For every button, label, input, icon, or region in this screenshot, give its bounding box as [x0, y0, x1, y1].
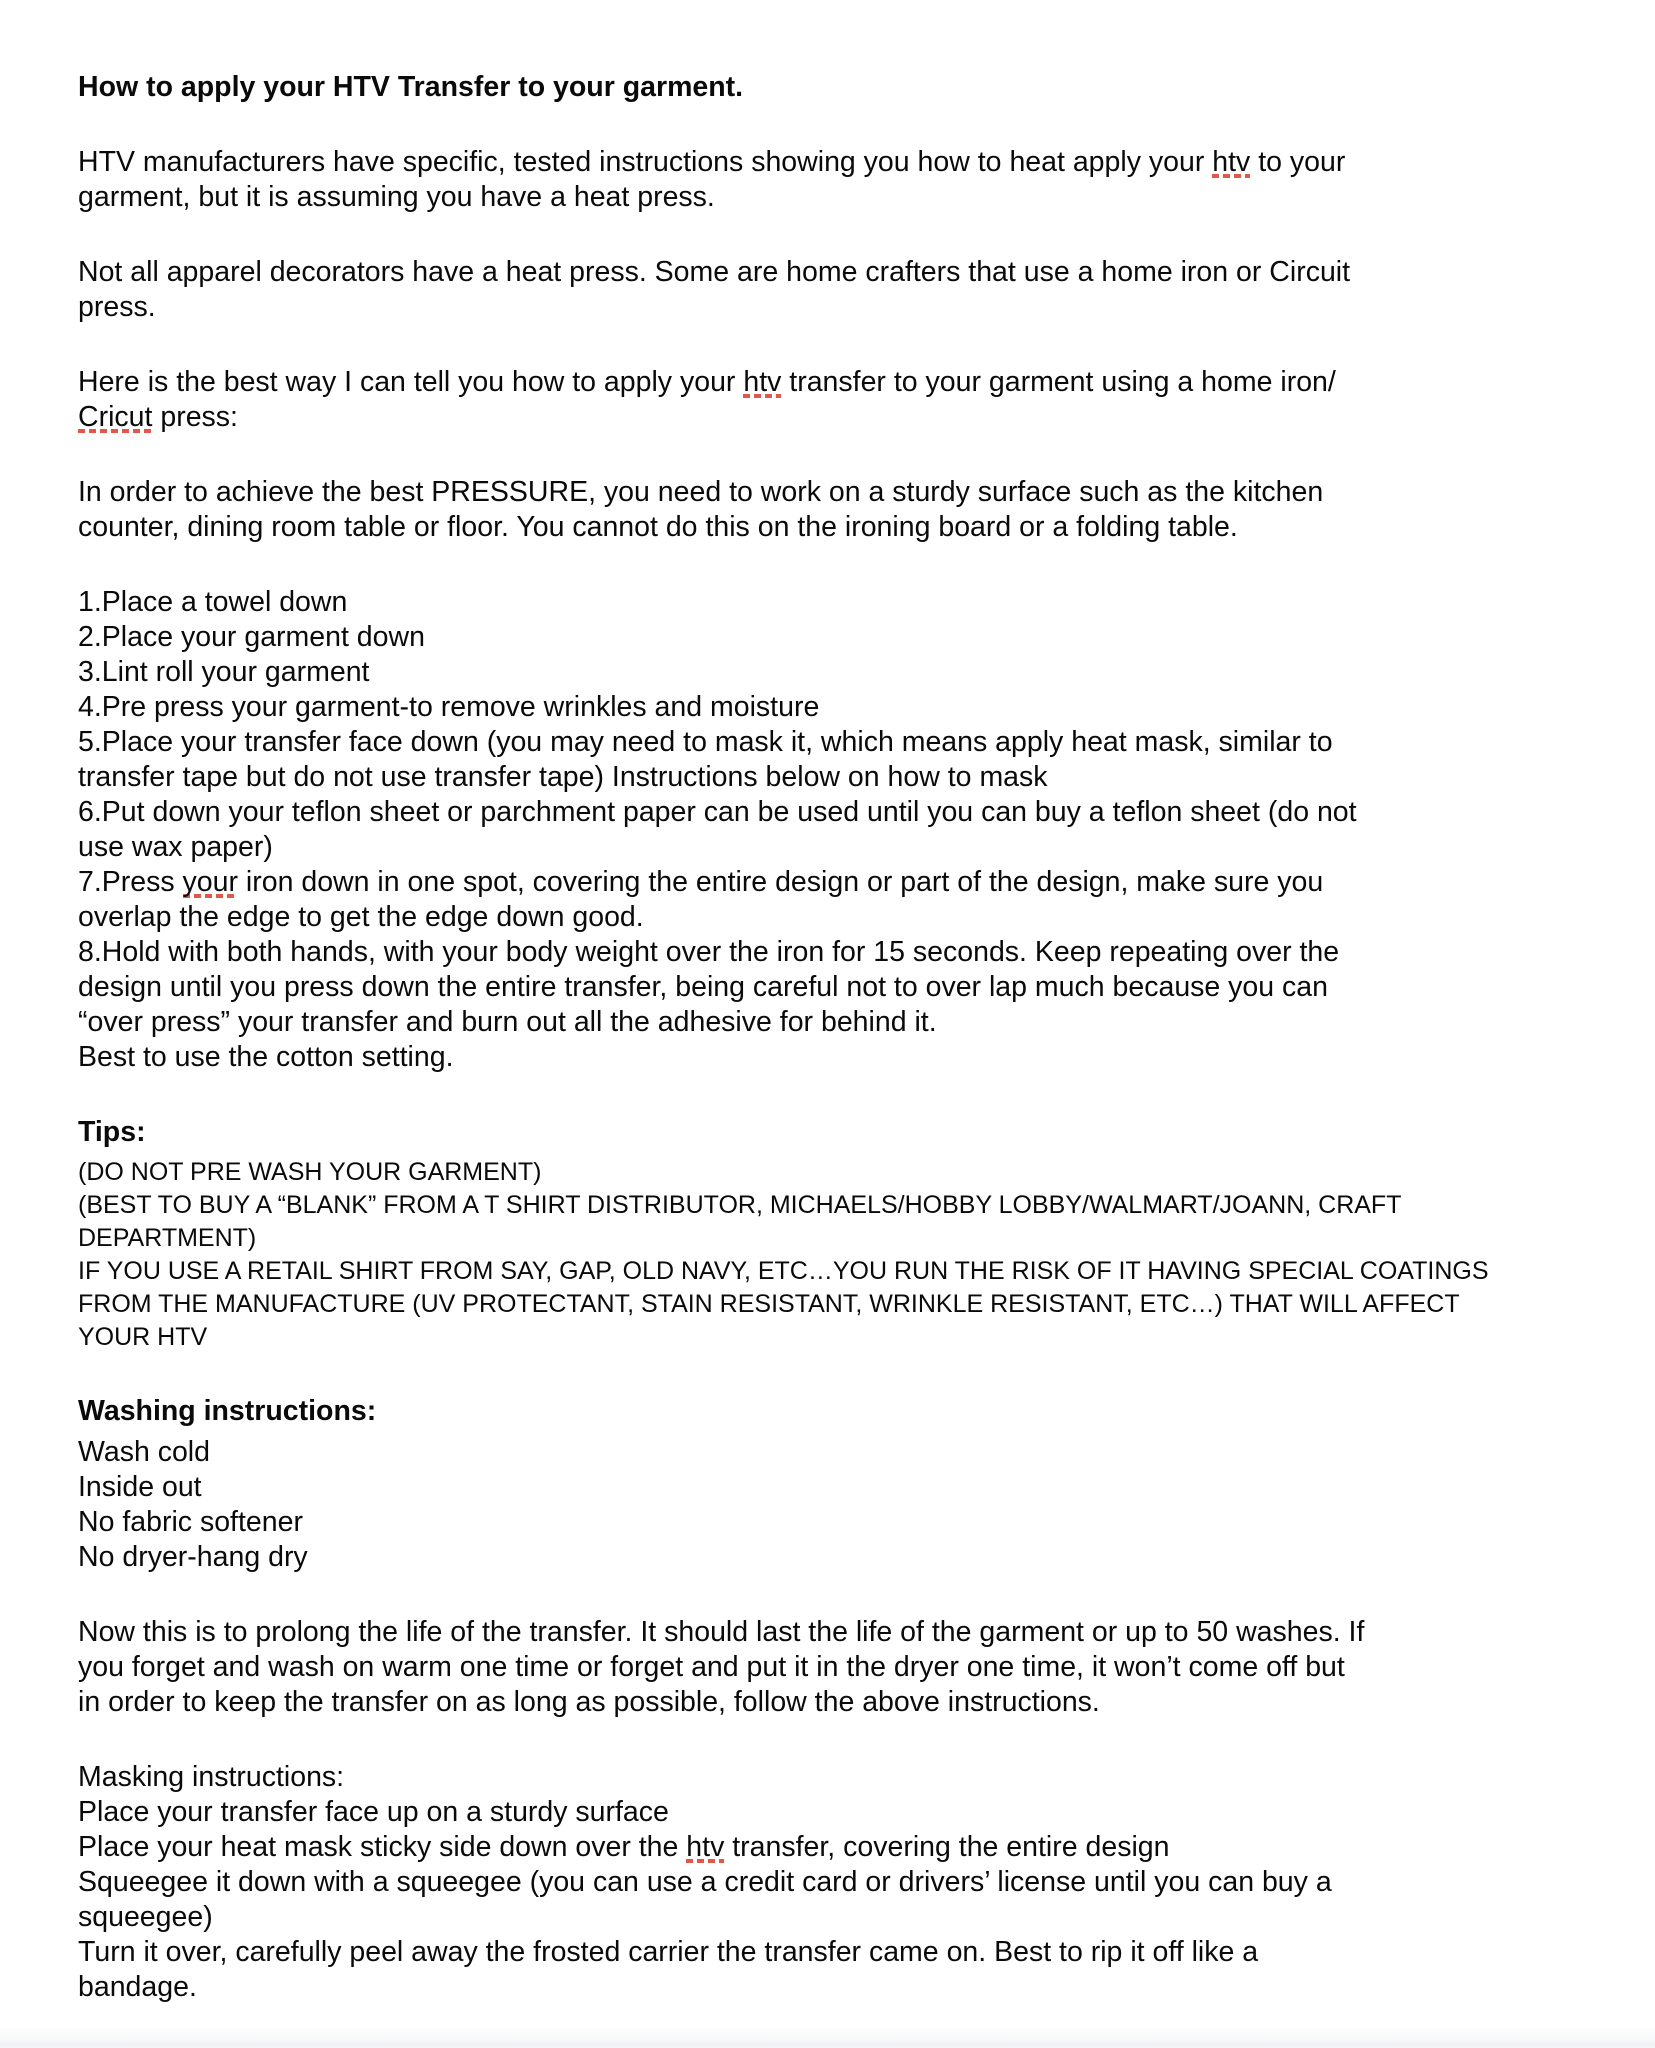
text-segment: DEPARTMENT)	[78, 1224, 257, 1252]
text-line	[78, 1115, 1625, 1150]
text-line	[78, 1865, 1625, 1900]
text-segment: to your	[1250, 146, 1346, 178]
home-iron-paragraph	[78, 365, 1625, 435]
text-segment: Turn it over, carefully peel away the frosted carrier the transfer came on. Best to rip it off like a	[78, 1936, 1259, 1968]
text-line	[78, 690, 1625, 725]
text-line	[78, 1830, 1625, 1865]
text-line	[78, 145, 1625, 180]
page-bottom-bar	[0, 2028, 1655, 2048]
text-line	[78, 1288, 1625, 1321]
text-line	[78, 1505, 1625, 1540]
text-line	[78, 510, 1625, 545]
text-line	[78, 585, 1625, 620]
text-line	[78, 1795, 1625, 1830]
misspelled-word: htv	[1212, 146, 1251, 178]
text-segment: in order to keep the transfer on as long as possible, follow the above instructions.	[78, 1686, 1100, 1718]
text-segment: Squeegee it down with a squeegee (you can use a credit card or drivers’ license until you can buy a	[78, 1866, 1332, 1898]
text-segment: Washing instructions:	[78, 1395, 377, 1427]
text-segment: Masking instructions:	[78, 1761, 345, 1793]
text-segment: “over press” your transfer and burn out all the adhesive for behind it.	[78, 1006, 937, 1038]
text-line	[78, 760, 1625, 795]
text-line	[78, 1040, 1625, 1075]
text-line	[78, 475, 1625, 510]
text-line	[78, 725, 1625, 760]
text-segment: 5.Place your transfer face down (you may need to mask it, which means apply heat mask, similar to	[78, 726, 1333, 758]
text-line	[78, 900, 1625, 935]
misspelled-word: Cricut	[78, 401, 153, 433]
text-segment: you forget and wash on warm one time or forget and put it in the dryer one time, it won’t come off but	[78, 1651, 1345, 1683]
text-segment: Now this is to prolong the life of the transfer. It should last the life of the garment or up to 50 washes. If	[78, 1616, 1365, 1648]
text-line	[78, 620, 1625, 655]
text-segment: 6.Put down your teflon sheet or parchment paper can be used until you can buy a teflon sheet (do not	[78, 796, 1357, 828]
document-title	[78, 70, 1625, 105]
text-segment: 8.Hold with both hands, with your body weight over the iron for 15 seconds. Keep repeating over the	[78, 936, 1340, 968]
text-segment: How to apply your HTV Transfer to your garment.	[78, 71, 744, 103]
text-segment: transfer tape but do not use transfer tape) Instructions below on how to mask	[78, 761, 1048, 793]
text-segment: 1.Place a towel down	[78, 586, 348, 618]
text-segment: garment, but it is assuming you have a heat press.	[78, 181, 715, 213]
text-line	[78, 655, 1625, 690]
text-segment: 2.Place your garment down	[78, 621, 425, 653]
tips-heading	[78, 1115, 1625, 1150]
text-segment: 7.Press	[78, 866, 183, 898]
text-segment: Tips:	[78, 1116, 146, 1148]
text-line	[78, 1222, 1625, 1255]
text-segment: IF YOU USE A RETAIL SHIRT FROM SAY, GAP, OLD NAVY, ETC…YOU RUN THE RISK OF IT HAVING SPECIAL COATINGS	[78, 1257, 1489, 1285]
application-steps-list	[78, 585, 1625, 1075]
text-segment: HTV manufacturers have specific, tested instructions showing you how to heat apply your	[78, 146, 1213, 178]
intro-paragraph	[78, 145, 1625, 215]
text-segment: FROM THE MANUFACTURE (UV PROTECTANT, STAIN RESISTANT, WRINKLE RESISTANT, ETC…) THAT WILL AFFECT	[78, 1290, 1460, 1318]
text-line	[78, 865, 1625, 900]
text-segment: No fabric softener	[78, 1506, 303, 1538]
masking-instructions	[78, 1760, 1625, 2005]
text-segment: In order to achieve the best PRESSURE, you need to work on a sturdy surface such as the kitchen	[78, 476, 1324, 508]
text-line	[78, 1615, 1625, 1650]
text-line	[78, 365, 1625, 400]
text-line	[78, 1900, 1625, 1935]
text-line	[78, 255, 1625, 290]
misspelled-word: htv	[743, 366, 782, 398]
washing-heading	[78, 1394, 1625, 1429]
text-segment: Here is the best way I can tell you how to apply your	[78, 366, 744, 398]
text-segment: transfer, covering the entire design	[724, 1831, 1170, 1863]
text-segment: 3.Lint roll your garment	[78, 656, 370, 688]
text-line	[78, 1470, 1625, 1505]
text-segment: Best to use the cotton setting.	[78, 1041, 454, 1073]
text-line	[78, 1760, 1625, 1795]
text-segment: press:	[152, 401, 238, 433]
text-line	[78, 1005, 1625, 1040]
text-segment: Wash cold	[78, 1436, 210, 1468]
heat-press-note-paragraph	[78, 255, 1625, 325]
transfer-life-paragraph	[78, 1615, 1625, 1720]
text-line	[78, 1189, 1625, 1222]
misspelled-word: htv	[686, 1831, 725, 1863]
text-line	[78, 1970, 1625, 2005]
text-line	[78, 1935, 1625, 1970]
tips-list	[78, 1156, 1625, 1354]
text-segment: No dryer-hang dry	[78, 1541, 308, 1573]
text-segment: transfer to your garment using a home iron/	[781, 366, 1336, 398]
text-line	[78, 1156, 1625, 1189]
pressure-paragraph	[78, 475, 1625, 545]
text-line	[78, 1255, 1625, 1288]
text-line	[78, 1685, 1625, 1720]
text-segment: Place your transfer face up on a sturdy surface	[78, 1796, 669, 1828]
text-line	[78, 1650, 1625, 1685]
text-segment: squeegee)	[78, 1901, 213, 1933]
text-line	[78, 400, 1625, 435]
text-segment: Not all apparel decorators have a heat press. Some are home crafters that use a home iron or Circuit	[78, 256, 1351, 288]
washing-list	[78, 1435, 1625, 1575]
text-line	[78, 1435, 1625, 1470]
misspelled-word: your	[182, 866, 238, 898]
text-line	[78, 180, 1625, 215]
text-line	[78, 830, 1625, 865]
text-segment: Inside out	[78, 1471, 202, 1503]
text-segment: (DO NOT PRE WASH YOUR GARMENT)	[78, 1158, 542, 1186]
text-segment: YOUR HTV	[78, 1323, 208, 1351]
text-line	[78, 70, 1625, 105]
text-line	[78, 1321, 1625, 1354]
text-segment: design until you press down the entire transfer, being careful not to over lap much because you can	[78, 971, 1329, 1003]
text-segment: bandage.	[78, 1971, 197, 2003]
text-line	[78, 970, 1625, 1005]
text-segment: iron down in one spot, covering the entire design or part of the design, make sure you	[238, 866, 1324, 898]
text-line	[78, 795, 1625, 830]
text-segment: use wax paper)	[78, 831, 273, 863]
text-segment: overlap the edge to get the edge down good.	[78, 901, 644, 933]
text-segment: press.	[78, 291, 156, 323]
text-segment: Place your heat mask sticky side down over the	[78, 1831, 687, 1863]
text-segment: (BEST TO BUY A “BLANK” FROM A T SHIRT DISTRIBUTOR, MICHAELS/HOBBY LOBBY/WALMART/JOANN, CRAFT	[78, 1191, 1402, 1219]
text-line	[78, 1540, 1625, 1575]
text-line	[78, 290, 1625, 325]
text-segment: 4.Pre press your garment-to remove wrinkles and moisture	[78, 691, 820, 723]
text-segment: counter, dining room table or floor. You cannot do this on the ironing board or a folding table.	[78, 511, 1238, 543]
document-page	[78, 70, 1625, 2045]
text-line	[78, 1394, 1625, 1429]
text-line	[78, 935, 1625, 970]
